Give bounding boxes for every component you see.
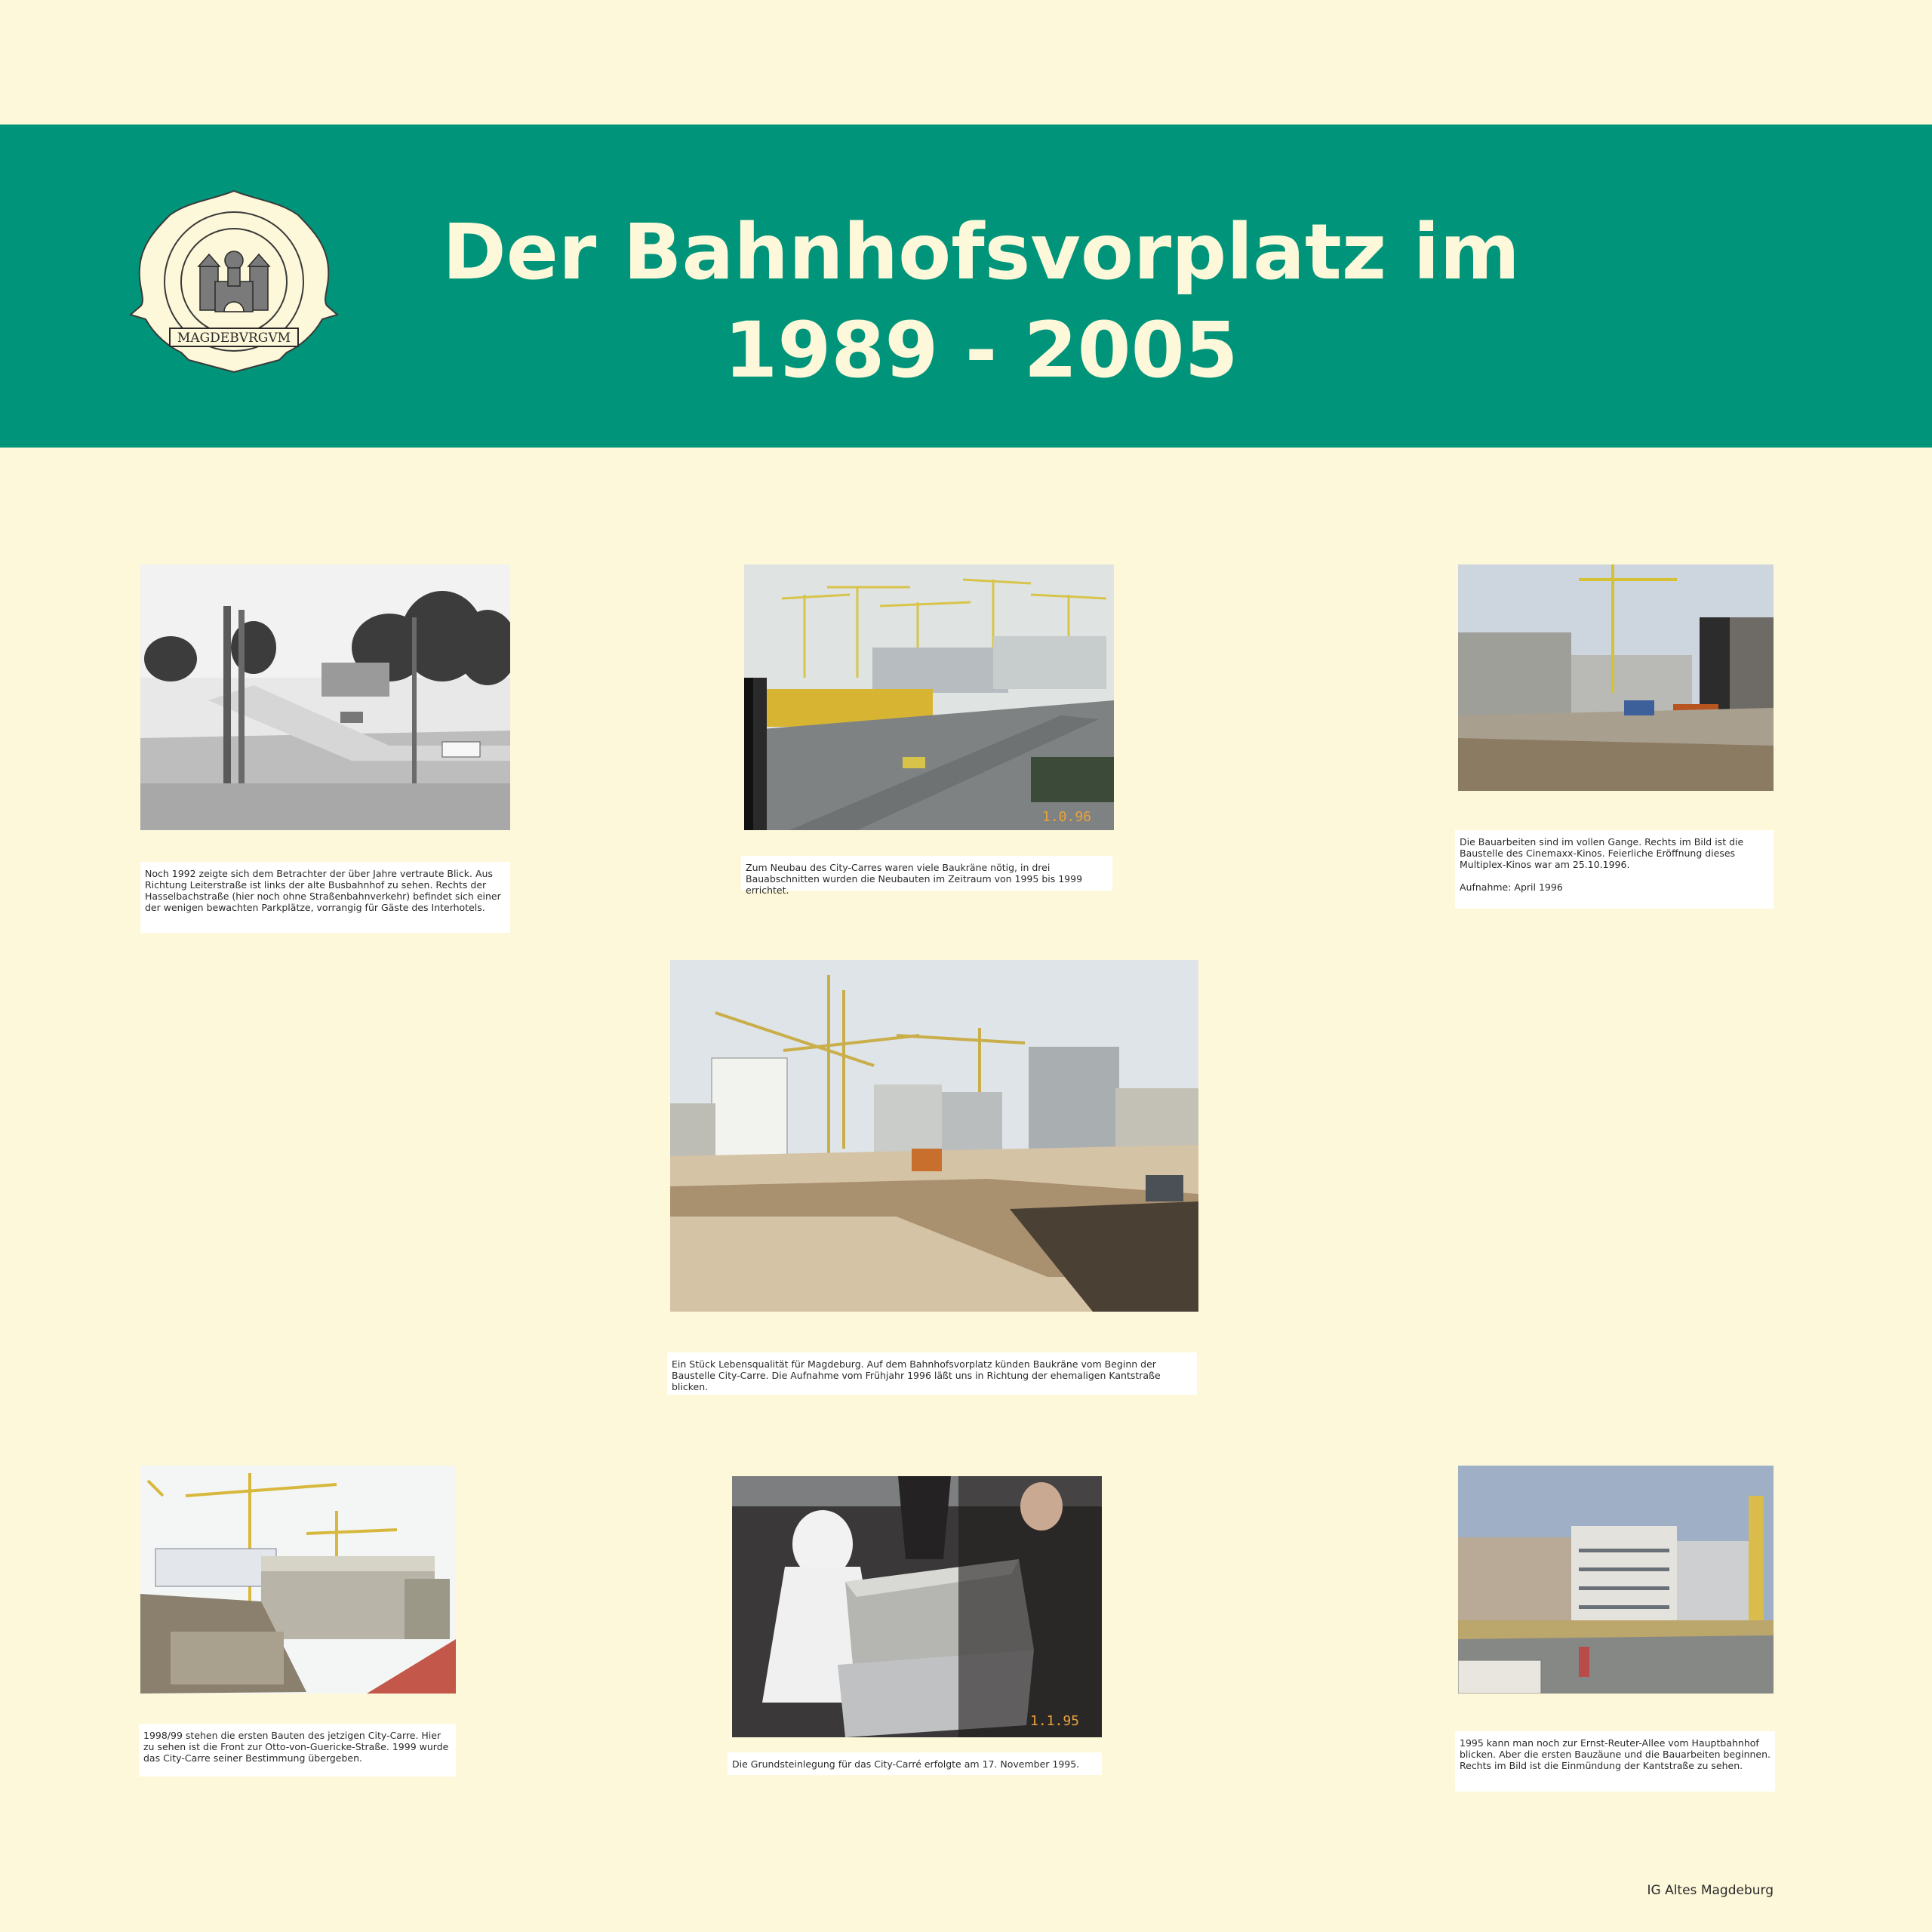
photo-1992-street-view bbox=[140, 565, 510, 830]
caption-2: Zum Neubau des City-Carres waren viele Baukräne nötig, in drei Bauabschnitten wurden die Neubauten im Zeitraum von 1995 bis 1999 errichtet. bbox=[741, 856, 1112, 891]
title-line-1: Der Bahnhofsvorplatz im bbox=[442, 208, 1520, 297]
photo-ernst-reuter-allee-1995 bbox=[1458, 1466, 1774, 1694]
photo-date-stamp: 1.0.96 bbox=[1042, 809, 1092, 825]
photo-city-carre-1998 bbox=[140, 1466, 456, 1694]
photo-cranes-road bbox=[744, 565, 1114, 830]
caption-1: Noch 1992 zeigte sich dem Betrachter der über Jahre vertraute Blick. Aus Richtung Leiterstraße ist links der alte Busbahnhof zu sehen. Rechts der Hasselbachstraße (hier noch ohne Straßenbahnverkehr) befindet sich einer der wenigen bewachten Parkplätze, vorrangig für Gäste des Interhotels. bbox=[140, 862, 510, 933]
seal-text: MAGDEBVRGVM bbox=[177, 331, 291, 346]
page-title bbox=[340, 204, 1623, 400]
caption-7: 1995 kann man noch zur Ernst-Reuter-Allee vom Hauptbahnhof blicken. Aber die ersten Bauzäune und die Bauarbeiten beginnen. Rechts im Bild ist die Einmündung der Kantstraße zu sehen. bbox=[1455, 1731, 1775, 1792]
magdeburg-seal-logo bbox=[125, 185, 343, 381]
title-line-2: 1989 - 2005 bbox=[724, 306, 1238, 395]
caption-4: Ein Stück Lebensqualität für Magdeburg. Auf dem Bahnhofsvorplatz künden Baukräne vom Beginn der Baustelle City-Carre. Die Aufnahme vom Frühjahr 1996 läßt uns in Richtung der ehemaligen Kantstraße blicken. bbox=[667, 1352, 1197, 1395]
caption-6: Die Grundsteinlegung für das City-Carré erfolgte am 17. November 1995. bbox=[728, 1752, 1102, 1775]
caption-3: Die Bauarbeiten sind im vollen Gange. Rechts im Bild ist die Baustelle des Cinemaxx-Kinos. Feierliche Eröffnung dieses Multiplex-Kinos war am 25.10.1996. Aufnahme: April 1996 bbox=[1455, 830, 1774, 909]
caption-5: 1998/99 stehen die ersten Bauten des jetzigen City-Carre. Hier zu sehen ist die Front zur Otto-von-Guericke-Straße. 1999 wurde das City-Carre seiner Bestimmung übergeben. bbox=[139, 1724, 456, 1777]
photo-date-stamp: 1.1.95 bbox=[1030, 1713, 1080, 1729]
footer-credit: IG Altes Magdeburg bbox=[1647, 1883, 1774, 1898]
photo-foundation-stone bbox=[732, 1476, 1102, 1737]
photo-construction-site-wide bbox=[670, 960, 1198, 1312]
photo-cinemaxx-construction bbox=[1458, 565, 1774, 791]
